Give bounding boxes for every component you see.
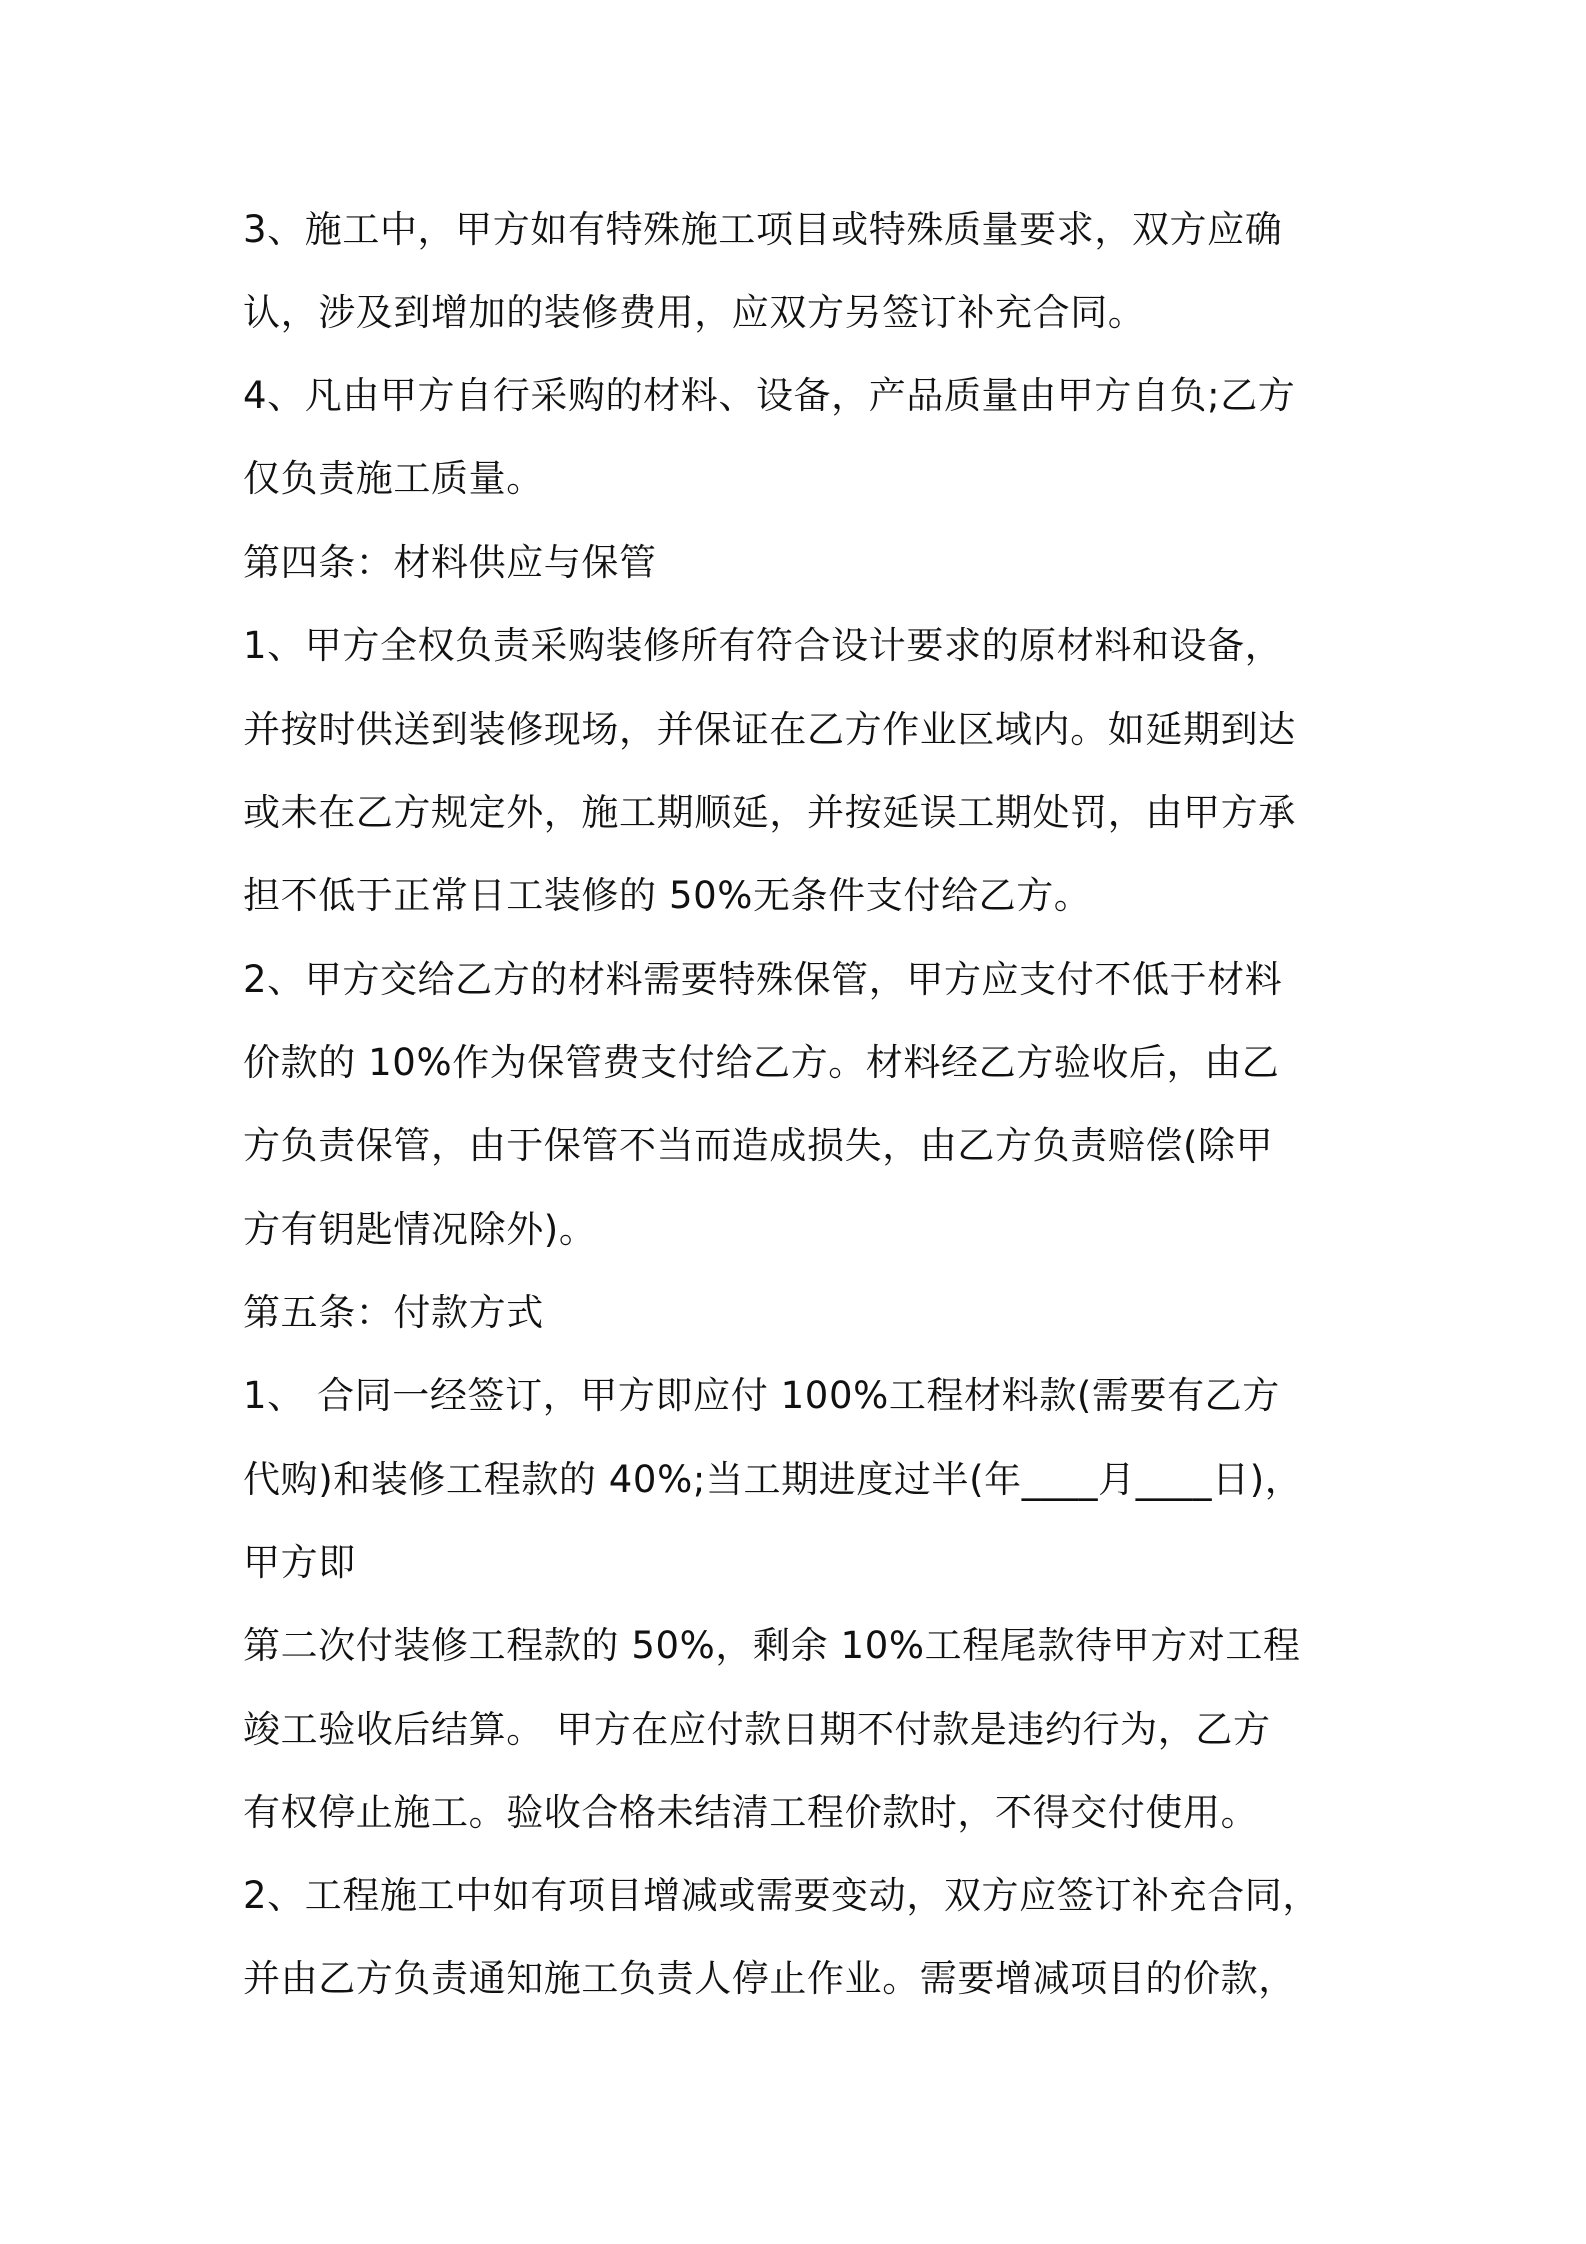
text-line-19: 竣工验收后结算。 甲方在应付款日期不付款是违约行为，乙方 (243, 1708, 1271, 1751)
text-line-4: 仅负责施工质量。 (243, 457, 544, 500)
text-line-18: 第二次付装修工程款的 50%，剩余 10%工程尾款待甲方对工程 (243, 1624, 1301, 1667)
text-line-12: 方负责保管，由于保管不当而造成损失，由乙方负责赔偿(除甲 (243, 1124, 1274, 1167)
text-line-20: 有权停止施工。验收合格未结清工程价款时，不得交付使用。 (243, 1791, 1259, 1834)
text-line-22: 并由乙方负责通知施工负责人停止作业。需要增减项目的价款， (243, 1957, 1296, 2000)
text-line-10: 2、甲方交给乙方的材料需要特殊保管，甲方应支付不低于材料 (243, 958, 1283, 1001)
text-line-15: 1、 合同一经签订，甲方即应付 100%工程材料款(需要有乙方 (243, 1374, 1280, 1417)
section-heading-5: 第五条：付款方式 (243, 1291, 544, 1334)
text-line-13: 方有钥匙情况除外)。 (243, 1208, 597, 1251)
text-line-8: 或未在乙方规定外，施工期顺延，并按延误工期处罚，由甲方承 (243, 791, 1296, 834)
section-heading-4: 第四条：材料供应与保管 (243, 541, 657, 584)
text-line-7: 并按时供送到装修现场，并保证在乙方作业区域内。如延期到达 (243, 708, 1296, 751)
text-line-6: 1、甲方全权负责采购装修所有符合设计要求的原材料和设备， (243, 624, 1283, 667)
text-line-1: 3、施工中，甲方如有特殊施工项目或特殊质量要求，双方应确 (243, 208, 1283, 251)
text-line-2: 认，涉及到增加的装修费用，应双方另签订补充合同。 (243, 291, 1146, 334)
text-line-9: 担不低于正常日工装修的 50%无条件支付给乙方。 (243, 874, 1092, 917)
text-line-16: 代购)和装修工程款的 40%;当工期进度过半(年____月____日)， (243, 1458, 1303, 1501)
text-line-21: 2、工程施工中如有项目增减或需要变动，双方应签订补充合同， (243, 1874, 1320, 1917)
text-line-11: 价款的 10%作为保管费支付给乙方。材料经乙方验收后，由乙 (243, 1041, 1280, 1084)
text-line-17: 甲方即 (243, 1541, 356, 1584)
text-line-3: 4、凡由甲方自行采购的材料、设备，产品质量由甲方自负;乙方 (243, 374, 1296, 417)
